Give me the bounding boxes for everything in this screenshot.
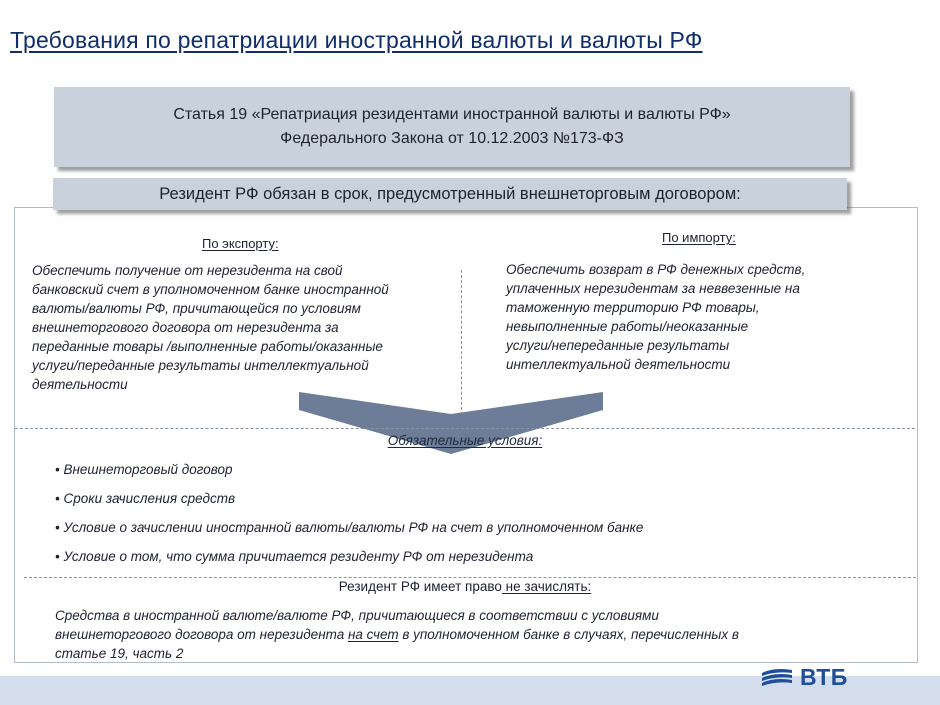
export-line: валюты/валюты РФ, причитающейся по условиям	[32, 301, 361, 316]
condition-item: • Внешнеторговый договор	[55, 462, 233, 477]
condition-item: • Условие о зачислении иностранной валюты/валюты РФ на счет в уполномоченном банке	[55, 520, 644, 535]
right-heading-prefix: Резидент РФ имеет право	[338, 579, 502, 594]
import-line: услуги/непереданные результаты	[506, 338, 730, 353]
conditions-heading-text: Обязательные условия:	[387, 433, 543, 448]
condition-text: Внешнеторговый договор	[63, 462, 233, 477]
resident-obligation-text: Резидент РФ обязан в срок, предусмотренный внешнеторговым договором:	[159, 184, 741, 203]
conditions-list	[55, 462, 643, 578]
resident-obligation-box	[53, 178, 847, 210]
export-text	[32, 261, 389, 394]
export-line: банковский счет в уполномоченном банке иностранной	[32, 282, 389, 297]
right-not-credit-text	[55, 606, 739, 663]
condition-item: • Условие о том, что сумма причитается резиденту РФ от нерезидента	[55, 549, 534, 564]
right-line-3: статье 19, часть 2	[55, 646, 184, 661]
conditions-heading	[0, 433, 930, 448]
export-heading: По экспорту:	[202, 236, 279, 251]
right-line-2-suffix: в уполномоченном банке в случаях, перечисленных в	[398, 627, 739, 642]
logo-text: ВТБ	[800, 664, 848, 690]
import-text	[506, 260, 805, 374]
right-line-1: Средства в иностранной валюте/валюте РФ, причитающиеся в соответствии с условиями	[55, 608, 659, 623]
export-line: услуги/переданные результаты интеллектуальной	[32, 358, 369, 373]
export-line: деятельности	[32, 377, 128, 392]
condition-text: Сроки зачисления средств	[63, 491, 235, 506]
right-line-2	[55, 625, 739, 644]
article-box	[54, 87, 850, 167]
export-line: переданные товары /выполненные работы/оказанные	[32, 339, 383, 354]
import-line: таможенную территорию РФ товары,	[506, 300, 760, 315]
right-heading-underlined: не зачислять:	[501, 579, 592, 594]
export-line: внешнеторгового договора от нерезидента за	[32, 320, 339, 335]
export-line: Обеспечить получение от нерезидента на свой	[32, 263, 343, 278]
article-line-2: Федерального Закона от 10.12.2003 №173-ФЗ	[280, 130, 624, 147]
import-line: уплаченных нерезидентам за неввезенные на	[506, 281, 800, 296]
import-line: невыполненные работы/неоказанные	[506, 319, 749, 334]
import-line: Обеспечить возврат в РФ денежных средств,	[506, 262, 806, 277]
vtb-logo	[760, 664, 848, 691]
right-line-2-underlined: на счет	[347, 627, 399, 642]
import-line: интеллектуальной деятельности	[506, 357, 731, 372]
right-line-2-prefix: внешнеторгового договора от нерезидента	[55, 627, 348, 642]
vtb-logo-icon	[760, 667, 794, 689]
section-divider-2	[24, 577, 916, 578]
import-heading: По импорту:	[662, 230, 736, 245]
condition-text: Условие о зачислении иностранной валюты/валюты РФ на счет в уполномоченном банке	[63, 520, 644, 535]
condition-item: • Сроки зачисления средств	[55, 491, 235, 506]
page-title: Требования по репатриации иностранной валюты и валюты РФ	[10, 27, 703, 53]
section-divider-1	[15, 428, 915, 429]
right-not-credit-heading	[0, 579, 930, 594]
article-line-1: Статья 19 «Репатриация резидентами иностранной валюты и валюты РФ»	[173, 106, 731, 123]
condition-text: Условие о том, что сумма причитается резиденту РФ от нерезидента	[63, 549, 534, 564]
